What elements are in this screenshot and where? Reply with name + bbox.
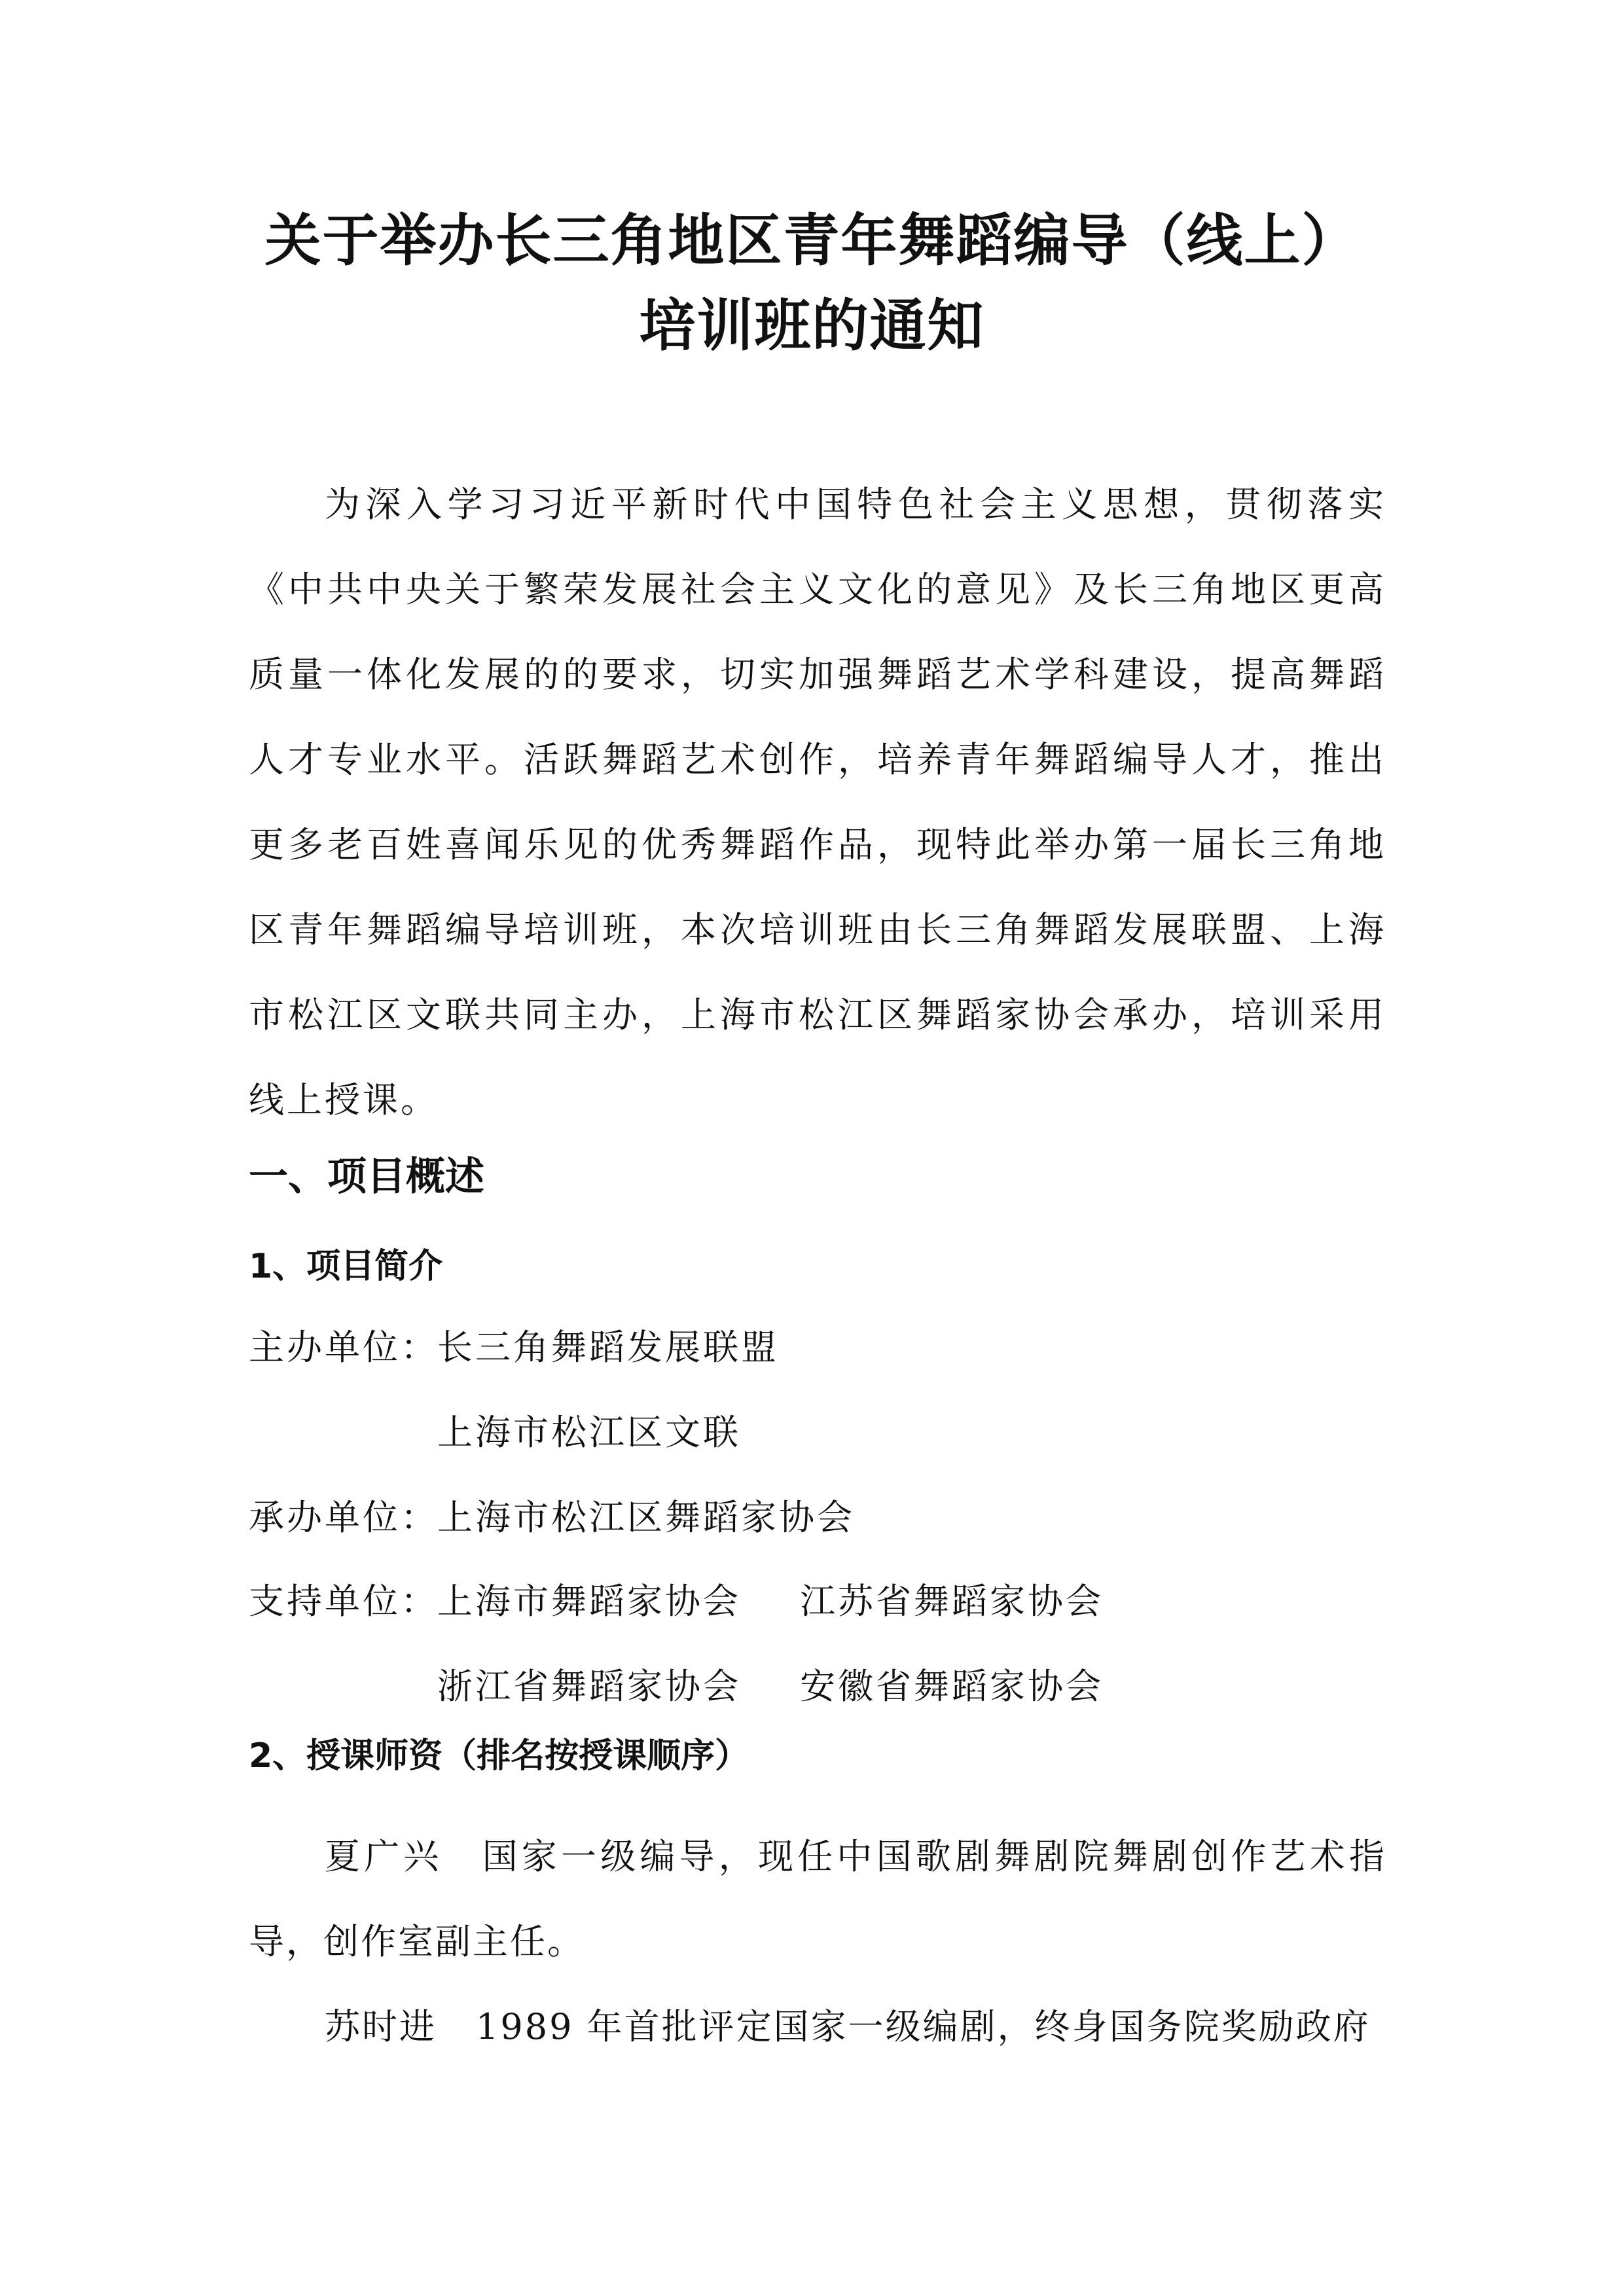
subsection-heading-intro: 1、项目简介	[249, 1247, 443, 1286]
support-label: 支持单位：	[249, 1581, 439, 1622]
subsection-heading-teachers: 2、授课师资（排名按授课顺序）	[249, 1736, 749, 1776]
organizer-value: 上海市松江区舞蹈家协会	[437, 1497, 855, 1538]
support-value-3: 浙江省舞蹈家协会	[437, 1666, 741, 1707]
host-value-1: 长三角舞蹈发展联盟	[437, 1327, 779, 1368]
support-value-1: 上海市舞蹈家协会	[437, 1581, 741, 1622]
document-title-line-2: 培训班的通知	[639, 293, 985, 359]
teacher-name: 夏广兴	[325, 1836, 443, 1877]
intro-paragraph: 为深入学习习近平新时代中国特色社会主义思想，贯彻落实《中共中央关于繁荣发展社会主义文化的意见》及长三角地区更高质量一体化发展的的要求，切实加强舞蹈艺术学科建设，提高舞蹈人才专业水平。活跃舞蹈艺术创作，培养青年舞蹈编导人才，推出更多老百姓喜闻乐见的优秀舞蹈作品，现特此举办第一届长三角地区青年舞蹈编导培训班，本次培训班由长三角舞蹈发展联盟、上海市松江区文联共同主办，上海市松江区舞蹈家协会承办，培训采用线上授课。	[249, 484, 1386, 1121]
support-value-4: 安徽省舞蹈家协会	[800, 1666, 1104, 1707]
teacher-description: 国家一级编导，现任中国歌剧舞剧院舞剧创作艺术指导，创作室副主任。	[249, 1836, 1387, 1962]
teacher-name: 苏时进	[325, 2006, 437, 2047]
teacher-paragraph	[249, 1984, 1386, 2070]
teacher-paragraph	[249, 1814, 1386, 1984]
host-label: 主办单位：	[249, 1327, 439, 1368]
document-title-line-1: 关于举办长三角地区青年舞蹈编导（线上）	[264, 208, 1360, 274]
section-heading-overview: 一、项目概述	[249, 1154, 484, 1200]
organizer-label: 承办单位：	[249, 1497, 439, 1538]
support-value-2: 江苏省舞蹈家协会	[800, 1581, 1104, 1622]
host-value-2: 上海市松江区文联	[437, 1412, 741, 1453]
teacher-description: 1989 年首批评定国家一级编剧，终身国务院奖励政府	[476, 2006, 1371, 2047]
